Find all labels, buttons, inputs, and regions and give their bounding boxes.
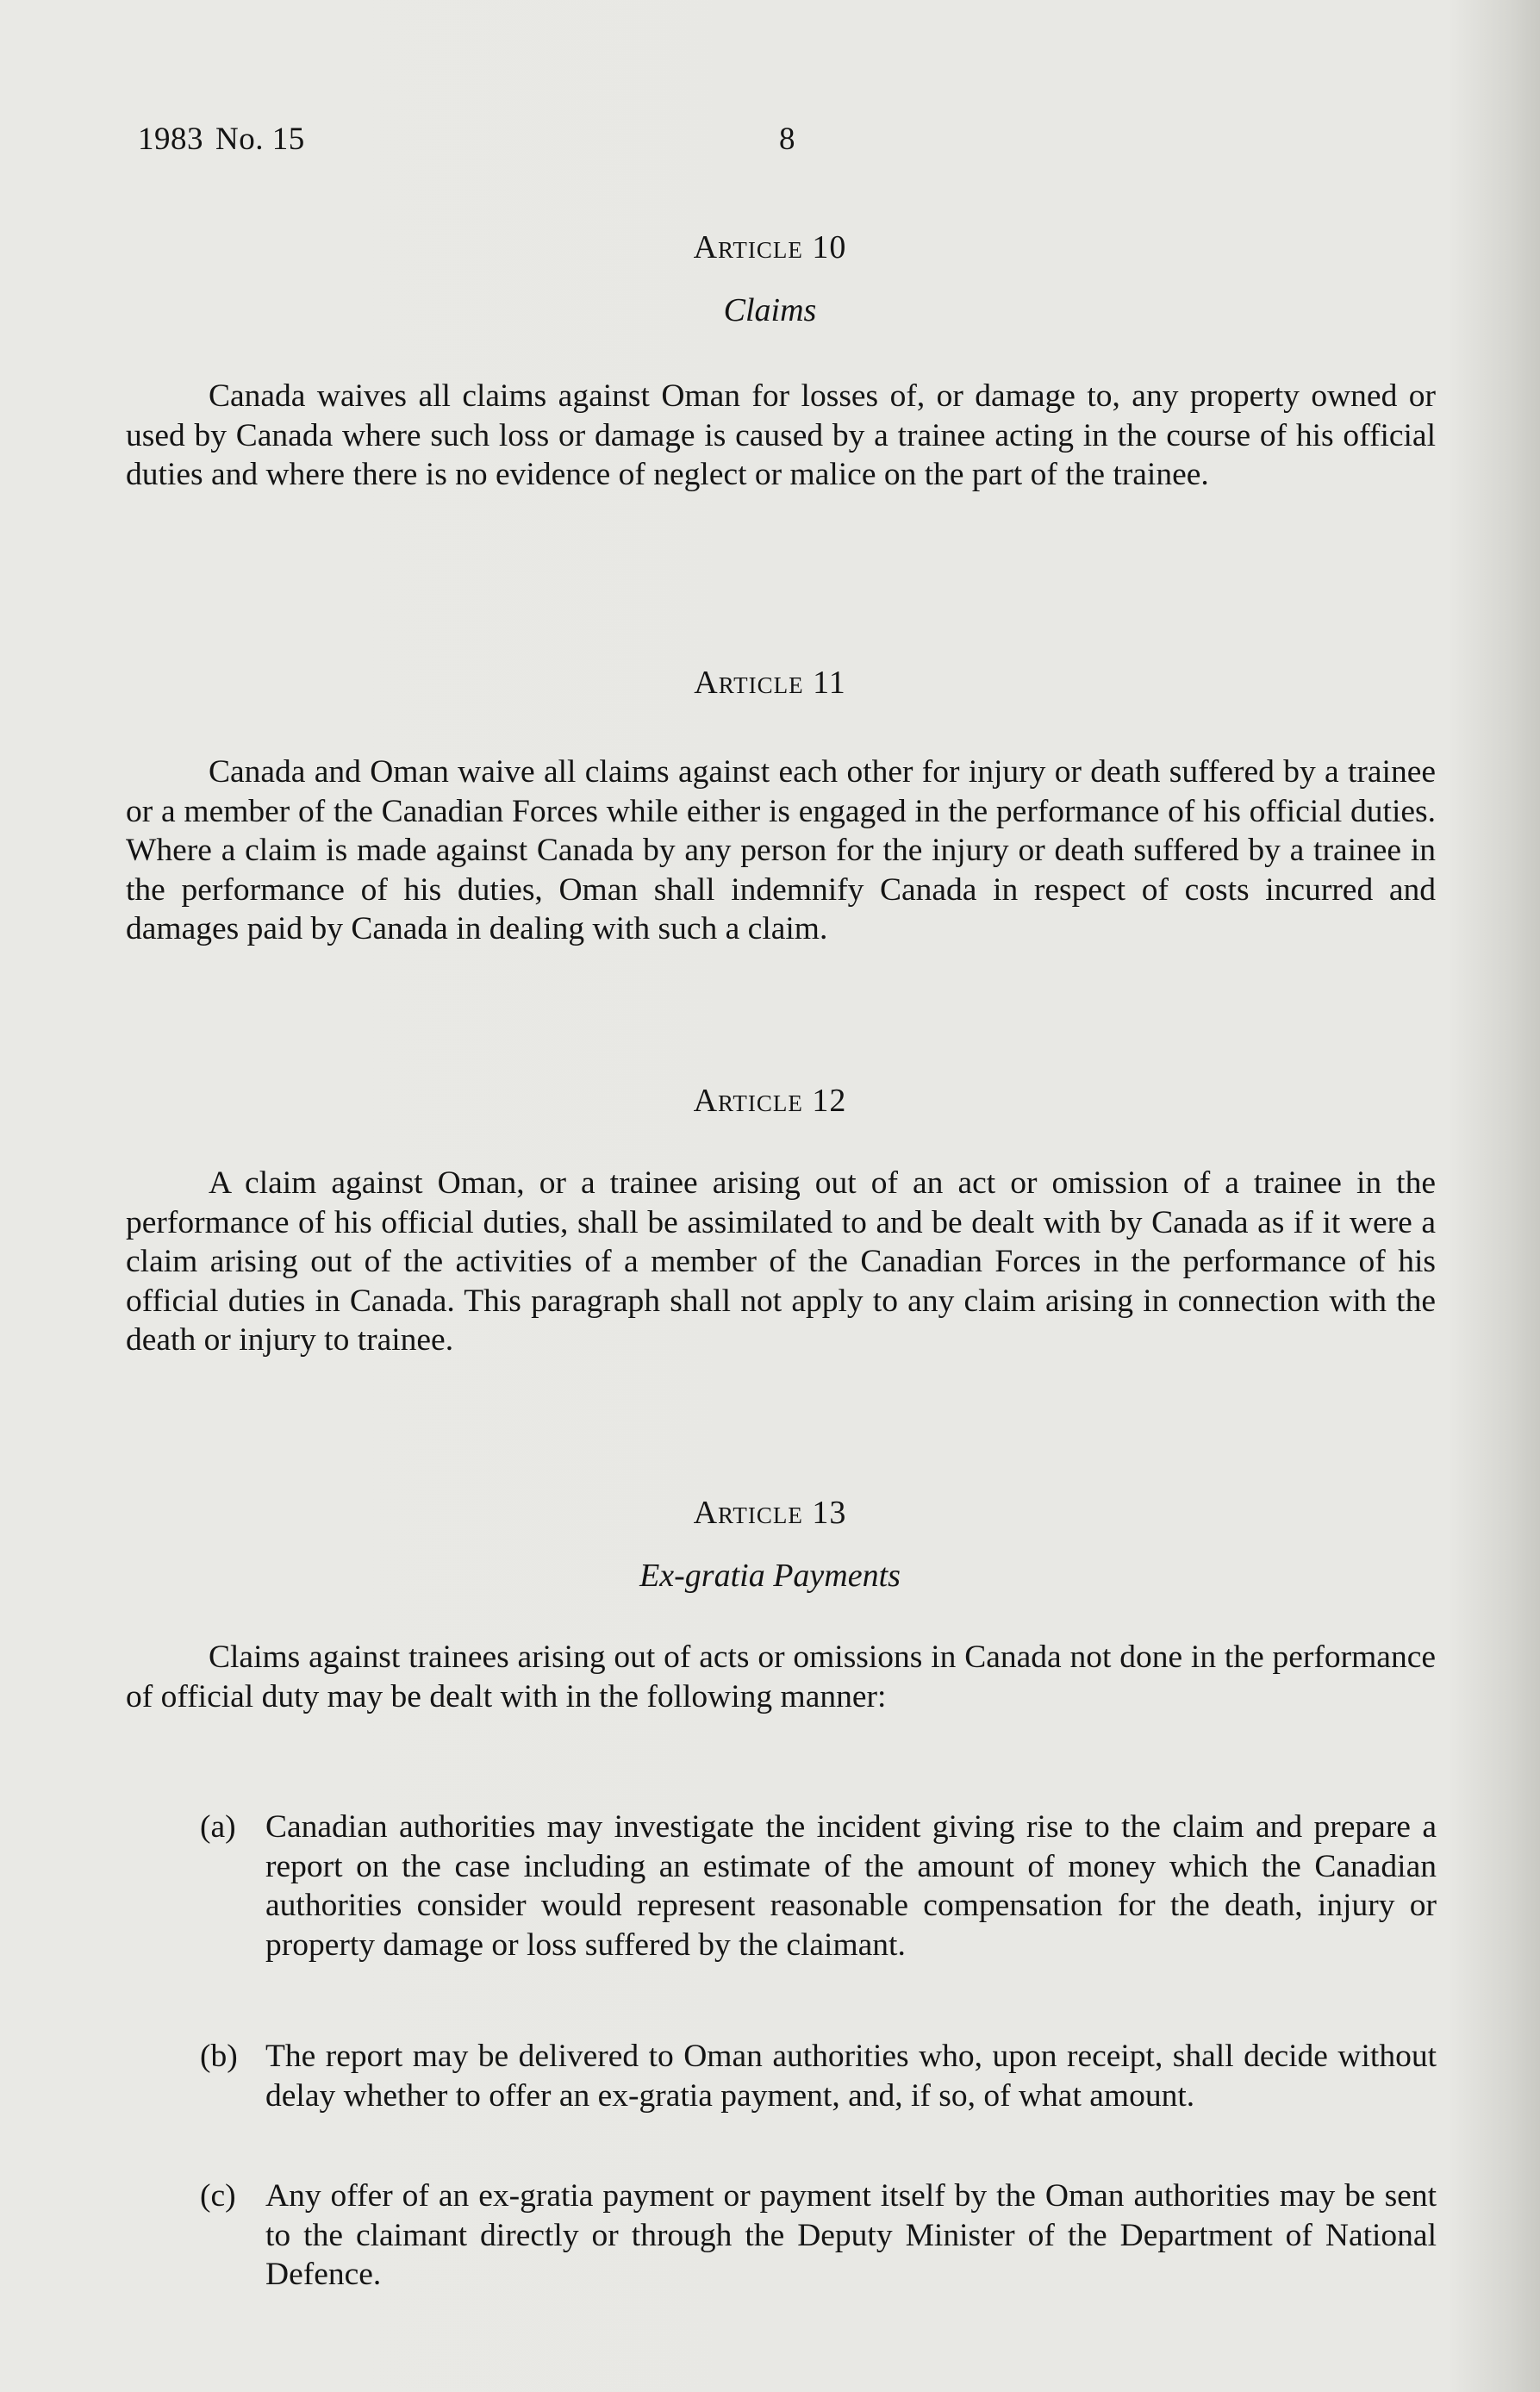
page-header xyxy=(138,121,305,158)
list-item xyxy=(191,2037,1437,2115)
article-10-subheading: Claims xyxy=(723,292,817,328)
list-item xyxy=(191,2177,1437,2295)
article-13-intro: Claims against trainees arising out of acts or omissions in Canada not done in the performance of official duty may be dealt with in the following manner: xyxy=(126,1639,1436,1714)
article-13-subheading: Ex-gratia Payments xyxy=(639,1558,901,1594)
article-12-heading: Article 12 xyxy=(693,1083,847,1119)
article-12-text: A claim against Oman, or a trainee arising out of an act or omission of a trainee in the performance of his official duties, shall be assimilated to and be dealt with by Canada as if it were a claim arising out of the activities of a member of the Canadian Forces in the performance of his official duties in Canada. This paragraph shall not apply to any claim arising in connection with the death or injury to trainee. xyxy=(126,1165,1436,1358)
list-item xyxy=(191,1808,1437,1964)
article-11-heading: Article 11 xyxy=(694,665,846,701)
page-number: 8 xyxy=(779,122,795,157)
list-item-text: Any offer of an ex-gratia payment or payment itself by the Oman authorities may be sent to the claimant directly or through the Deputy Minister of the Department of National Defence. xyxy=(265,2178,1437,2292)
article-11-text: Canada and Oman waive all claims against each other for injury or death suffered by a trainee or a member of the Canadian Forces while either is engaged in the performance of his official duties. Where a claim is made against Canada by any person for the injury or death suffered by a trainee in the performance of his duties, Oman shall indemnify Canada in respect of costs incurred and damages paid by Canada in dealing with such a claim. xyxy=(126,754,1436,946)
list-item-label: (a) xyxy=(200,1809,236,1845)
header-year: 1983 xyxy=(138,122,203,157)
article-10-text: Canada waives all claims against Oman for losses of, or damage to, any property owned or used by Canada where such loss or damage is caused by a trainee acting in the course of his official duties and where there is no evidence of neglect or malice on the part of the trainee. xyxy=(126,378,1436,492)
list-item-label: (b) xyxy=(200,2039,238,2074)
list-item-text: The report may be delivered to Oman authorities who, upon receipt, shall decide without delay whether to offer an ex-gratia payment, and, if so, of what amount. xyxy=(265,2039,1437,2114)
article-10-heading: Article 10 xyxy=(693,229,847,265)
header-number: No. 15 xyxy=(215,122,305,157)
list-item-label: (c) xyxy=(200,2178,236,2214)
list-item-text: Canadian authorities may investigate the incident giving rise to the claim and prepare a report on the case including an estimate of the amount of money which the Canadian authorities consider would represent reasonable compensation for the death, injury or property damage or loss suffered by the claimant. xyxy=(265,1809,1437,1963)
article-13-heading: Article 13 xyxy=(693,1495,847,1531)
